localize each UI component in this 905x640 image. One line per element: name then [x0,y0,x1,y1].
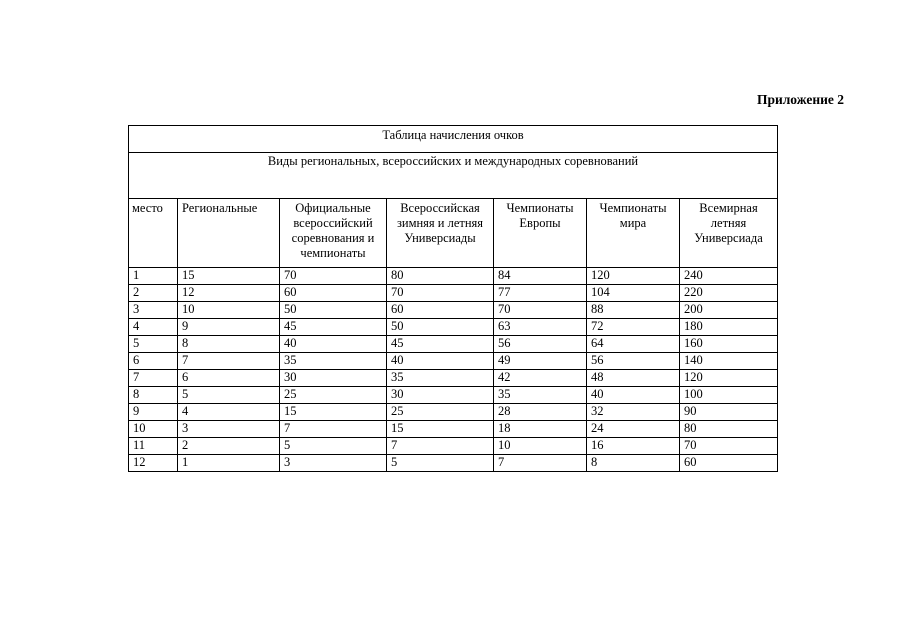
place-cell: 6 [129,353,178,370]
regional-cell: 3 [178,421,280,438]
points-table [128,125,778,472]
all-russian-universiade-cell: 35 [387,370,494,387]
header-all-russian-official: Официальные всероссийский соревнования и чемпионаты [280,199,387,268]
world-universiade-cell: 100 [680,387,778,404]
table-header-row [129,199,778,268]
place-cell: 8 [129,387,178,404]
world-universiade-cell: 90 [680,404,778,421]
all-russian-official-cell: 45 [280,319,387,336]
all-russian-universiade-cell: 15 [387,421,494,438]
place-cell: 9 [129,404,178,421]
world-universiade-cell: 240 [680,268,778,285]
header-european-championships: Чемпионаты Европы [494,199,587,268]
world-cell: 16 [587,438,680,455]
regional-cell: 10 [178,302,280,319]
european-cell: 10 [494,438,587,455]
table-subtitle: Виды региональных, всероссийских и международных соревнований [129,153,778,199]
world-universiade-cell: 60 [680,455,778,472]
table-row [129,421,778,438]
table-row [129,336,778,353]
world-universiade-cell: 80 [680,421,778,438]
all-russian-official-cell: 30 [280,370,387,387]
regional-cell: 4 [178,404,280,421]
table-row [129,285,778,302]
place-cell: 10 [129,421,178,438]
table-subtitle-row [129,153,778,199]
place-cell: 2 [129,285,178,302]
table-row [129,387,778,404]
regional-cell: 5 [178,387,280,404]
european-cell: 42 [494,370,587,387]
all-russian-official-cell: 60 [280,285,387,302]
world-cell: 32 [587,404,680,421]
all-russian-universiade-cell: 45 [387,336,494,353]
all-russian-official-cell: 7 [280,421,387,438]
all-russian-universiade-cell: 30 [387,387,494,404]
table-row [129,404,778,421]
world-universiade-cell: 220 [680,285,778,302]
world-universiade-cell: 120 [680,370,778,387]
european-cell: 77 [494,285,587,302]
world-cell: 56 [587,353,680,370]
place-cell: 7 [129,370,178,387]
all-russian-universiade-cell: 5 [387,455,494,472]
world-universiade-cell: 140 [680,353,778,370]
table-row [129,438,778,455]
table-row [129,370,778,387]
all-russian-official-cell: 40 [280,336,387,353]
all-russian-universiade-cell: 25 [387,404,494,421]
header-place: место [129,199,178,268]
world-cell: 104 [587,285,680,302]
world-universiade-cell: 180 [680,319,778,336]
all-russian-universiade-cell: 7 [387,438,494,455]
place-cell: 1 [129,268,178,285]
world-universiade-cell: 200 [680,302,778,319]
regional-cell: 7 [178,353,280,370]
regional-cell: 1 [178,455,280,472]
regional-cell: 15 [178,268,280,285]
all-russian-official-cell: 5 [280,438,387,455]
place-cell: 4 [129,319,178,336]
all-russian-official-cell: 25 [280,387,387,404]
world-universiade-cell: 70 [680,438,778,455]
table-row [129,353,778,370]
european-cell: 7 [494,455,587,472]
table-row [129,319,778,336]
european-cell: 18 [494,421,587,438]
all-russian-universiade-cell: 40 [387,353,494,370]
table-title-row [129,126,778,153]
world-cell: 88 [587,302,680,319]
regional-cell: 8 [178,336,280,353]
world-cell: 8 [587,455,680,472]
world-cell: 48 [587,370,680,387]
appendix-label: Приложение 2 [756,92,844,107]
regional-cell: 6 [178,370,280,387]
all-russian-universiade-cell: 50 [387,319,494,336]
regional-cell: 9 [178,319,280,336]
world-cell: 40 [587,387,680,404]
regional-cell: 2 [178,438,280,455]
header-world-universiade: Всемирная летняя Универсиада [680,199,778,268]
european-cell: 63 [494,319,587,336]
place-cell: 12 [129,455,178,472]
all-russian-official-cell: 50 [280,302,387,319]
all-russian-universiade-cell: 70 [387,285,494,302]
all-russian-official-cell: 35 [280,353,387,370]
all-russian-official-cell: 3 [280,455,387,472]
header-all-russian-universiade: Всероссийская зимняя и летняя Универсиады [387,199,494,268]
table-row [129,455,778,472]
header-regional: Региональные [178,199,280,268]
world-cell: 24 [587,421,680,438]
place-cell: 11 [129,438,178,455]
all-russian-official-cell: 15 [280,404,387,421]
regional-cell: 12 [178,285,280,302]
world-cell: 120 [587,268,680,285]
world-cell: 72 [587,319,680,336]
european-cell: 84 [494,268,587,285]
european-cell: 49 [494,353,587,370]
world-cell: 64 [587,336,680,353]
all-russian-official-cell: 70 [280,268,387,285]
place-cell: 5 [129,336,178,353]
table-row [129,268,778,285]
all-russian-universiade-cell: 80 [387,268,494,285]
european-cell: 28 [494,404,587,421]
table-row [129,302,778,319]
european-cell: 70 [494,302,587,319]
world-universiade-cell: 160 [680,336,778,353]
table-title: Таблица начисления очков [129,126,778,153]
place-cell: 3 [129,302,178,319]
european-cell: 56 [494,336,587,353]
all-russian-universiade-cell: 60 [387,302,494,319]
european-cell: 35 [494,387,587,404]
header-world-championships: Чемпионаты мира [587,199,680,268]
